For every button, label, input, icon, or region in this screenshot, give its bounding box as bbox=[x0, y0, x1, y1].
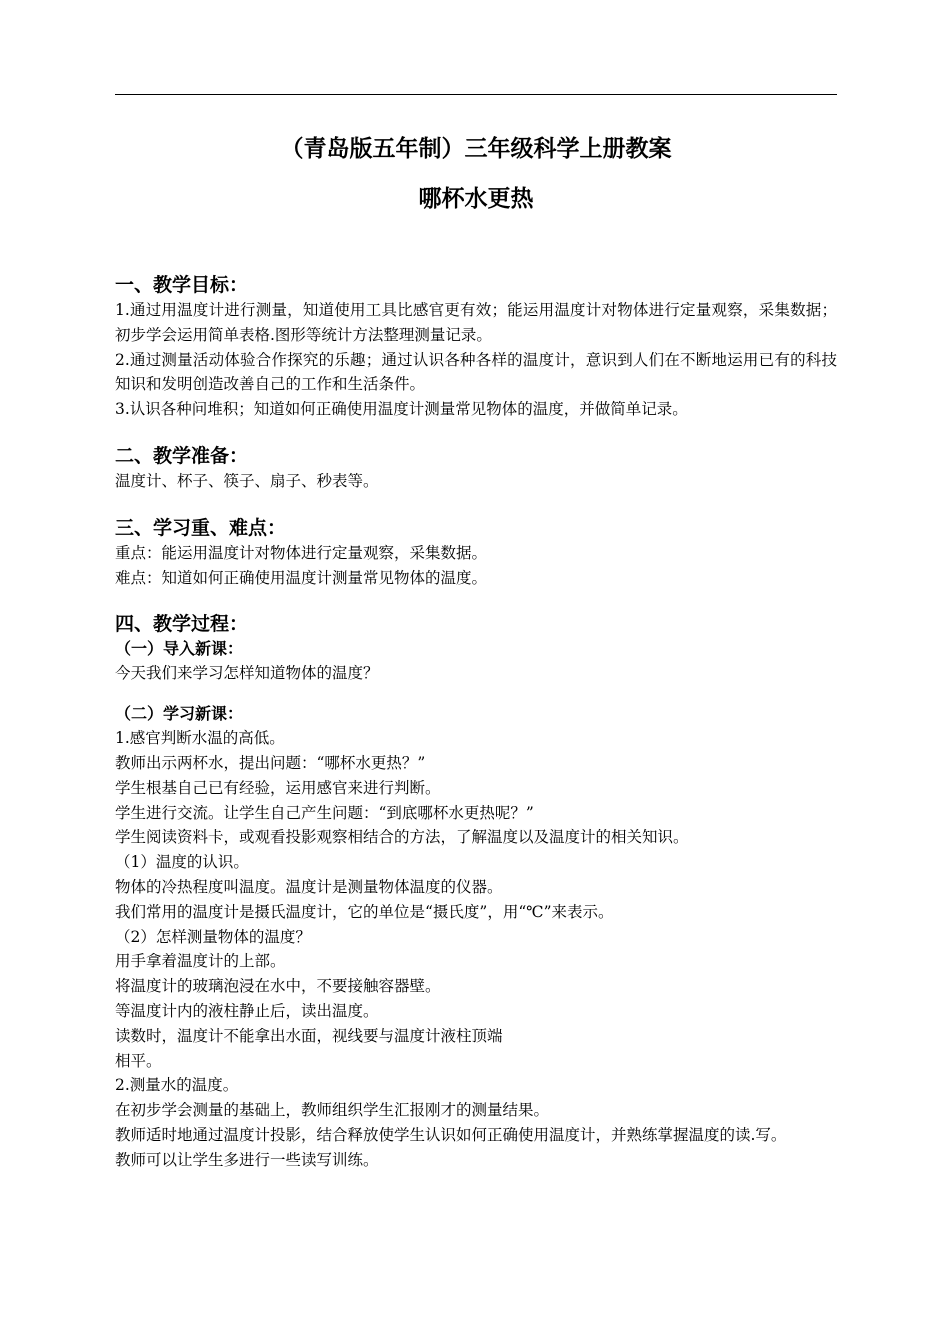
lesson-title: 哪杯水更热 bbox=[418, 185, 534, 212]
lesson-line: （2）怎样测量物体的温度？ bbox=[115, 927, 311, 946]
objective-item-2: 2.通过测量活动体验合作探究的乐趣；通过认识各种各样的温度计，意识到人们在不断地运用已有的科技知识和发明创造改善自己的工作和生活条件。 bbox=[115, 350, 837, 394]
subsection-heading-new-lesson: （二）学习新课： bbox=[115, 704, 244, 724]
lesson-line: 在初步学会测量的基础上，教师组织学生汇报刚才的测量结果。 bbox=[115, 1101, 550, 1120]
section-heading-preparation: 二、教学准备： bbox=[115, 444, 249, 467]
lesson-line: 读数时，温度计不能拿出水面，视线要与温度计液柱顶端 bbox=[115, 1026, 503, 1045]
lesson-line: 2.测量水的温度。 bbox=[115, 1076, 239, 1095]
lesson-line: 1.感官判断水温的高低。 bbox=[115, 729, 285, 748]
lesson-line: 学生进行交流。让学生自己产生问题：“到底哪杯水更热呢？” bbox=[115, 803, 534, 822]
header-rule bbox=[115, 94, 837, 95]
lesson-line: 相平。 bbox=[115, 1051, 162, 1070]
section-heading-key-points: 三、学习重、难点： bbox=[115, 516, 287, 539]
spacer bbox=[115, 494, 837, 515]
objective-item-1: 1.通过用温度计进行测量，知道使用工具比感官更有效；能运用温度计对物体进行定量观察，采集数据；初步学会运用简单表格.图形等统计方法整理测量记录。 bbox=[115, 301, 837, 344]
section-heading-process: 四、教学过程： bbox=[115, 613, 249, 636]
lesson-line: 物体的冷热程度叫温度。温度计是测量物体温度的仪器。 bbox=[115, 877, 503, 896]
lesson-line: 我们常用的温度计是摄氏温度计，它的单位是“摄氏度”，用“℃”来表示。 bbox=[115, 902, 614, 921]
lesson-line: 学生阅读资料卡，或观看投影观察相结合的方法，了解温度以及温度计的相关知识。 bbox=[115, 828, 689, 847]
spacer bbox=[115, 422, 837, 443]
preparation-text: 温度计、杯子、筷子、扇子、秒表等。 bbox=[115, 471, 379, 490]
spacer bbox=[115, 590, 837, 611]
spacer bbox=[115, 686, 837, 702]
subsection-heading-intro: （一）导入新课： bbox=[115, 639, 244, 659]
document-body bbox=[115, 272, 837, 1173]
lesson-line: 等温度计内的液柱静止后，读出温度。 bbox=[115, 1001, 379, 1020]
intro-text: 今天我们来学习怎样知道物体的温度？ bbox=[115, 664, 379, 683]
lesson-line: 用手拿着温度计的上部。 bbox=[115, 952, 286, 971]
lesson-line: 将温度计的玻璃泡浸在水中，不要接触容器壁。 bbox=[115, 977, 441, 996]
lesson-line: 教师可以让学生多进行一些读写训练。 bbox=[115, 1150, 379, 1169]
lesson-line: 学生根基自己已有经验，运用感官来进行判断。 bbox=[115, 778, 441, 797]
difficult-point-text: 难点：知道如何正确使用温度计测量常见物体的温度。 bbox=[115, 568, 488, 587]
lesson-line: 教师出示两杯水，提出问题：“哪杯水更热？” bbox=[115, 753, 426, 772]
section-heading-objectives: 一、教学目标： bbox=[115, 274, 249, 296]
key-point-text: 重点：能运用温度计对物体进行定量观察，采集数据。 bbox=[115, 543, 488, 562]
lesson-line: （1）温度的认识。 bbox=[115, 853, 249, 872]
objective-item-3: 3.认识各种问堆积；知道如何正确使用温度计测量常见物体的温度，并做简单记录。 bbox=[115, 400, 688, 419]
document-title: （青岛版五年制）三年级科学上册教案 bbox=[280, 135, 672, 162]
lesson-line: 教师适时地通过温度计投影，结合释放使学生认识如何正确使用温度计，并熟练掌握温度的读.写。 bbox=[115, 1125, 787, 1144]
